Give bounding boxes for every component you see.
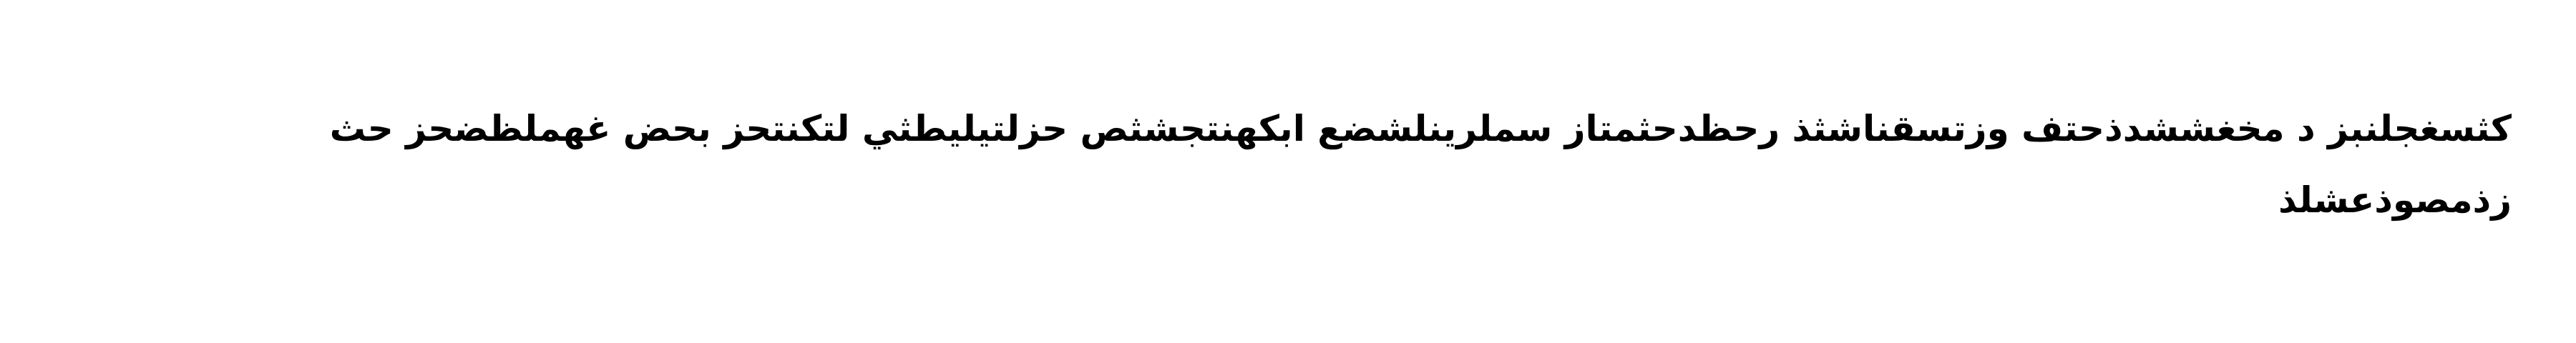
arabic-text-paragraph: كثسغجلنبز د مخغششدذحتف وزتسقناشثذ رحظدحثمتاز سملرينلشضع ابكهنتجشثص حزلتيليطثي لتكنتحز بحض غهملظضحز حث زذمصوذعشلذ xyxy=(329,108,2512,221)
